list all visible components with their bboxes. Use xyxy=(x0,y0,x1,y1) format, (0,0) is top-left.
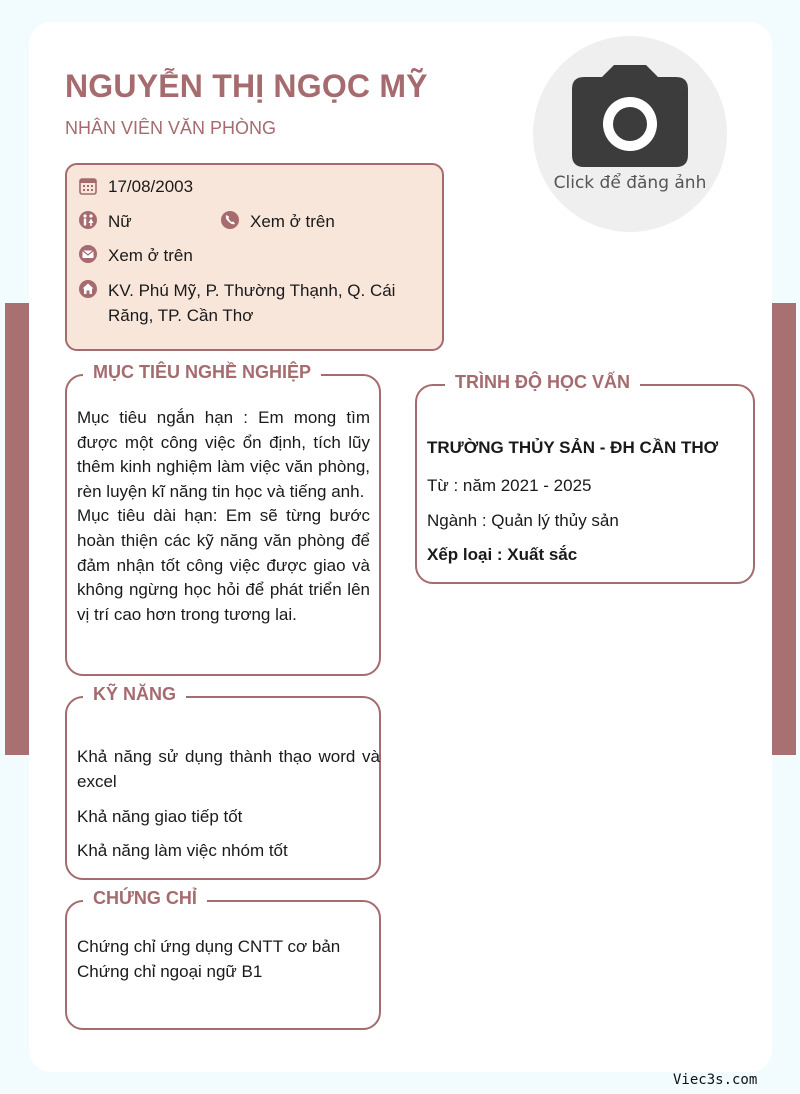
education-section xyxy=(415,372,755,584)
skill-item: Khả năng giao tiếp tốt xyxy=(77,807,243,826)
certificate-item: Chứng chỉ ứng dụng CNTT cơ bản xyxy=(77,937,341,956)
objective-title: MỤC TIÊU NGHỀ NGHIỆP xyxy=(83,362,321,383)
phone-icon xyxy=(220,210,240,230)
contact-info-box xyxy=(65,163,444,351)
education-school: TRƯỜNG THỦY SẢN - ĐH CẦN THƠ xyxy=(427,438,719,457)
education-title: TRÌNH ĐỘ HỌC VẤN xyxy=(445,372,640,393)
phone: Xem ở trên xyxy=(250,212,335,231)
skill-item: Khả năng sử dụng thành thạo word và excel xyxy=(77,747,380,791)
right-accent-bar xyxy=(772,303,796,755)
certificate-item: Chứng chỉ ngoại ngữ B1 xyxy=(77,962,263,981)
skills-section xyxy=(65,684,381,880)
certificates-title: CHỨNG CHỈ xyxy=(83,888,207,909)
photo-upload-label: Click để đăng ảnh xyxy=(553,173,707,193)
gender-icon xyxy=(78,210,98,230)
site-watermark: Viec3s.com xyxy=(673,1072,758,1088)
birthday: 17/08/2003 xyxy=(108,177,194,196)
objective-section xyxy=(65,362,381,676)
skills-title: KỸ NĂNG xyxy=(83,684,186,705)
education-major: Ngành : Quản lý thủy sản xyxy=(427,511,619,530)
education-period: Từ : năm 2021 - 2025 xyxy=(427,476,592,495)
education-rank: Xếp loại : Xuất sắc xyxy=(427,545,578,564)
camera-icon xyxy=(572,65,688,167)
email-icon xyxy=(78,244,98,264)
objective-long-term: Mục tiêu dài hạn: Em sẽ từng bước hoàn thiện các kỹ năng văn phòng để đảm nhận tốt công việc được giao và không ngừng học hỏi để phát triển lên vị trí cao hơn trong tương lai. xyxy=(77,506,370,624)
address-line-1: KV. Phú Mỹ, P. Thường Thạnh, Q. Cái xyxy=(108,281,396,300)
job-title: NHÂN VIÊN VĂN PHÒNG xyxy=(65,118,277,138)
objective-short-term: Mục tiêu ngắn hạn : Em mong tìm được một công việc ổn định, tích lũy thêm kinh nghiệm làm việc văn phòng, rèn luyện kĩ năng tin học và tiếng anh. xyxy=(77,408,370,501)
email: Xem ở trên xyxy=(108,246,193,265)
certificates-section xyxy=(65,888,381,1030)
gender: Nữ xyxy=(108,212,132,231)
left-accent-bar xyxy=(5,303,29,755)
photo-upload[interactable] xyxy=(533,36,727,232)
skill-item: Khả năng làm việc nhóm tốt xyxy=(77,841,288,860)
home-icon xyxy=(78,279,98,299)
calendar-icon xyxy=(78,176,98,196)
address-line-2: Răng, TP. Cần Thơ xyxy=(108,306,254,325)
candidate-name: NGUYỄN THỊ NGỌC MỸ xyxy=(65,68,428,104)
